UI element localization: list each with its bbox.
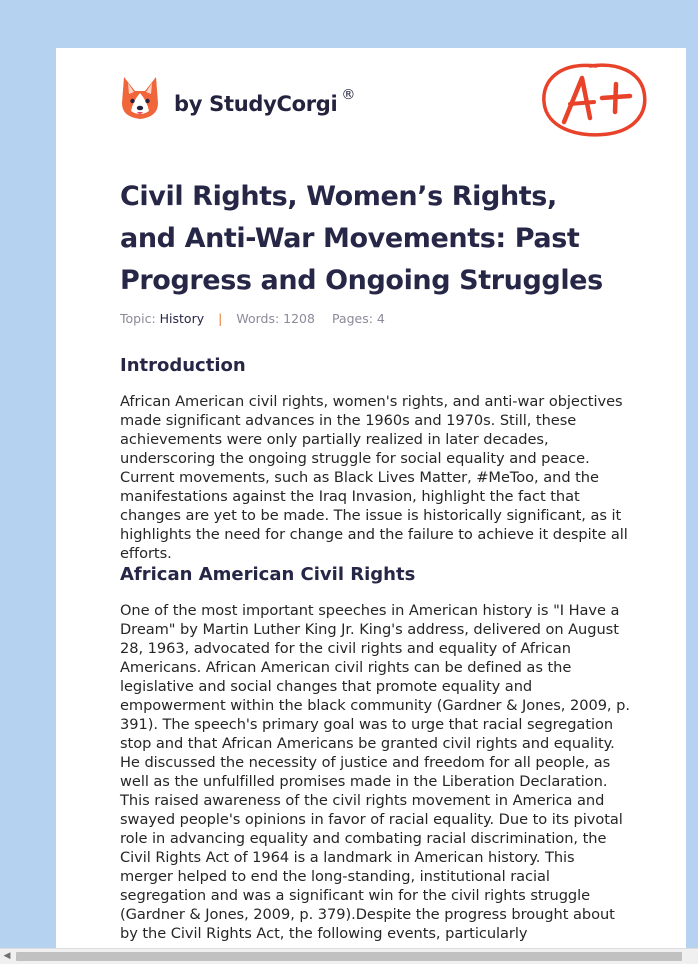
essay-title: Civil Rights, Women’s Rights, and Anti-War Movements: Past Progress and Ongoing Struggles bbox=[120, 181, 603, 296]
section-heading-introduction: Introduction bbox=[120, 355, 246, 376]
section-text-introduction: African American civil rights, women's rights, and anti-war objectives made significant advances in the 1960s and 1970s. Still, these achievements were only partially realized in later decades, underscoring the ongoing struggle for social equality and peace. Current movements, such as Black Lives Matter, #MeToo, and the manifestations against the Iraq Invasion, highlight the fact that changes are yet to be made. The issue is historically significant, as it highlights the need for change and the failure to achieve it despite all efforts. bbox=[120, 393, 628, 562]
pages-label: Pages: bbox=[331, 311, 373, 326]
scrollbar-thumb[interactable] bbox=[16, 952, 682, 961]
essay-meta bbox=[120, 311, 385, 326]
horizontal-scrollbar[interactable] bbox=[0, 948, 698, 964]
essay-body bbox=[120, 354, 632, 943]
registered-mark: ® bbox=[341, 86, 356, 103]
corgi-icon bbox=[120, 75, 160, 121]
essay-page bbox=[56, 48, 686, 964]
section-heading-civil-rights: African American Civil Rights bbox=[120, 564, 416, 585]
scroll-left-icon[interactable]: ◀ bbox=[3, 951, 11, 961]
topic-label: Topic: bbox=[120, 311, 156, 326]
meta-separator: | bbox=[218, 311, 223, 326]
grade-badge bbox=[538, 58, 650, 142]
grade-text: A+ bbox=[538, 58, 540, 59]
brand-name: by StudyCorgi ® bbox=[174, 86, 356, 116]
studycorgi-logo[interactable] bbox=[120, 74, 355, 122]
pages-count: 4 bbox=[376, 311, 385, 326]
topic-link[interactable]: History bbox=[159, 311, 205, 326]
words-label: Words: bbox=[236, 311, 280, 326]
words-count: 1208 bbox=[283, 311, 315, 326]
section-text-civil-rights: One of the most important speeches in American history is "I Have a Dream" by Martin Luther King Jr. King's address, delivered on August 28, 1963, advocated for the civil rights and equality of African Americans. African American civil rights can be defined as the legislative and social changes that promote equality and empowerment within the black community (Gardner & Jones, 2009, p. 391). The speech's primary goal was to urge that racial segregation stop and that African Americans be granted civil rights and equality. He discussed the necessity of justice and freedom for all people, as well as the unfulfilled promises made in the Liberation Declaration. This raised awareness of the civil rights movement in America and swayed people's opinions in favor of racial equality. Due to its pivotal role in advancing equality and combating racial discrimination, the Civil Rights Act of 1964 is a landmark in American history. This merger helped to end the long-standing, institutional racial segregation and was a significant win for the civil rights struggle (Gardner & Jones, 2009, p. 379).Despite the progress brought about by the Civil Rights Act, the following events, particularly bbox=[120, 602, 630, 942]
